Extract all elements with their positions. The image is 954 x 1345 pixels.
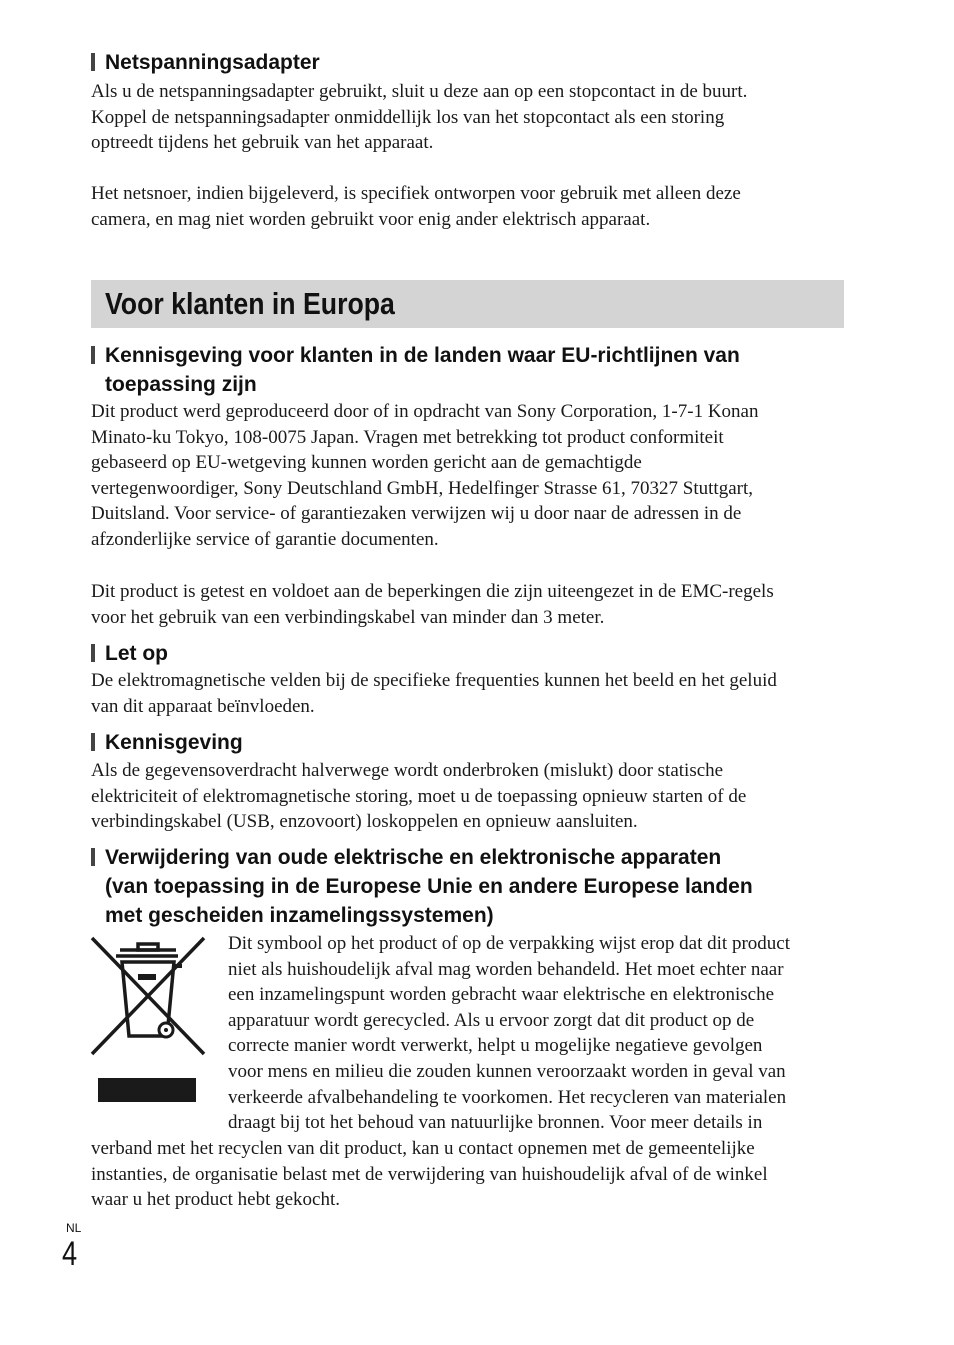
section-heading-weee: Verwijdering van oude elektrische en elektronische apparaten (van toepassing in de Europese Unie en andere Europese landen met gescheiden inzamelingssystemen) bbox=[91, 843, 753, 930]
weee-paragraph-full-width: verband met het recyclen van dit product, kan u contact opnemen met de gemeentelijke instanties, de organisatie belast met de verwijdering van huishoudelijk afval of de winkel waar u het product hebt gekocht. bbox=[91, 1138, 768, 1211]
heading-bar bbox=[91, 644, 95, 662]
weee-paragraph-beside-icon: Dit symbool op het product of op de verpakking wijst erop dat dit product niet als huishoudelijk afval mag worden behandeld. Het moet echter naar een inzamelingspunt worden gebracht waar elektrische en elektronische apparatuur wordt gerecycled. Als u ervoor zorgt dat dit product op de correcte manier wordt verwerkt, helpt u mogelijke negatieve gevolgen voor mens en milieu die zouden kunnen veroorzaakt worden in geval van verkeerde afvalbehandeling te voorkomen. Het recycleren van materialen draagt bij tot het behoud van natuurlijke bronnen. Voor meer details in bbox=[228, 933, 790, 1134]
section-title-band bbox=[91, 280, 844, 328]
adapter-paragraph-1: Als u de netspanningsadapter gebruikt, sluit u deze aan op een stopcontact in de buurt. Koppel de netspanningsadapter onmiddellijk los van het stopcontact als een storing optreedt tijdens het gebruik van het apparaat. bbox=[91, 81, 748, 154]
heading-bar bbox=[91, 53, 95, 71]
kennisgeving-paragraph: Als de gegevensoverdracht halverwege wordt onderbroken (mislukt) door statische elektriciteit of elektromagnetische storing, moet u de toepassing opnieuw starten of de verbindingskabel (USB, enzovoort) loskoppelen en opnieuw aansluiten. bbox=[91, 760, 747, 833]
eu-notice-paragraph-2: Dit product is getest en voldoet aan de beperkingen die zijn uiteengezet in de EMC-regels voor het gebruik van een verbindingskabel van minder dan 3 meter. bbox=[91, 581, 774, 628]
heading-bar bbox=[91, 733, 95, 751]
section-heading-let-op: Let op bbox=[91, 639, 168, 668]
eu-notice-paragraph-1: Dit product werd geproduceerd door of in opdracht van Sony Corporation, 1-7-1 Konan Minato-ku Tokyo, 108-0075 Japan. Vragen met betrekking tot product conformiteit gebaseerd op EU-wetgeving kunnen worden gericht aan de gemachtigde vertegenwoordiger, Sony Deutschland GmbH, Hedelfinger Strasse 61, 70327 Stuttgart, Duitsland. Voor service- of garantiezaken verwijzen wij u door naar de adressen in de afzonderlijke service of garantie documenten. bbox=[91, 401, 759, 550]
page-number: 4 bbox=[62, 1235, 78, 1273]
heading-bar bbox=[91, 848, 95, 866]
section-heading-eu-notice: Kennisgeving voor klanten in de landen waar EU-richtlijnen van toepassing zijn bbox=[91, 341, 740, 399]
crossed-out-wheelie-bin-icon bbox=[90, 936, 206, 1104]
heading-bar bbox=[91, 346, 95, 364]
section-heading-kennisgeving: Kennisgeving bbox=[91, 728, 243, 757]
section-heading-adapter: Netspanningsadapter bbox=[91, 48, 320, 77]
language-code: NL bbox=[66, 1221, 82, 1235]
adapter-paragraph-2: Het netsnoer, indien bijgeleverd, is specifiek ontworpen voor gebruik met alleen deze camera, en mag niet worden gebruikt voor enig ander elektrisch apparaat. bbox=[91, 183, 741, 230]
section-title: Voor klanten in Europa bbox=[105, 286, 395, 321]
let-op-paragraph: De elektromagnetische velden bij de specifieke frequenties kunnen het beeld en het geluid van dit apparaat beïnvloeden. bbox=[91, 670, 777, 717]
